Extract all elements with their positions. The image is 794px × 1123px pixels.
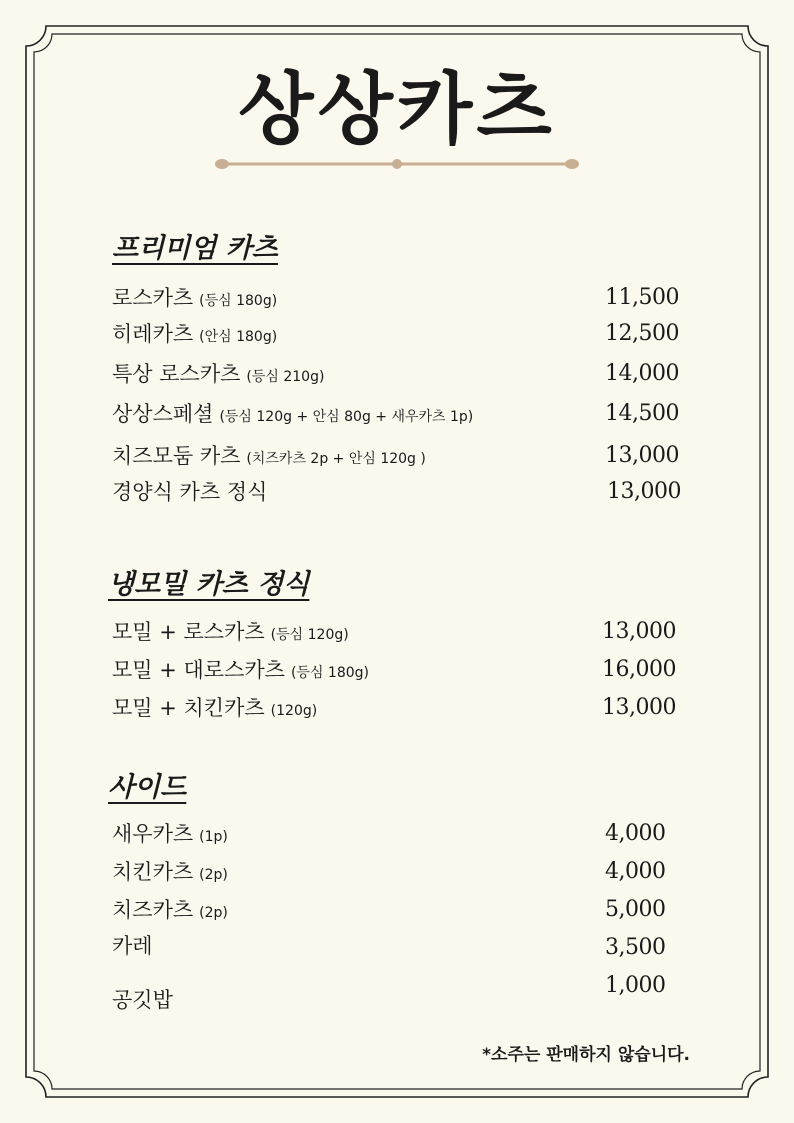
- menu-item-price: 4,000: [605, 821, 666, 846]
- menu-item-detail: (안심 180g): [199, 329, 278, 345]
- menu-item-name: 치즈카츠: [112, 898, 194, 922]
- section-title: 사이드: [108, 772, 187, 803]
- menu-item-label: [112, 358, 324, 393]
- menu-item: [112, 318, 692, 350]
- restaurant-title: 상상카츠: [238, 65, 556, 155]
- menu-item-detail: (2p): [199, 905, 228, 921]
- section-title: 프리미엄 카츠: [112, 233, 278, 264]
- menu-item-name: 모밀 + 대로스카츠: [112, 658, 285, 682]
- title-divider: [214, 156, 580, 172]
- menu-item-name: 카레: [112, 934, 153, 958]
- menu-item: [112, 654, 692, 686]
- menu-item-name: 치즈모둠 카츠: [112, 444, 241, 468]
- menu-item-label: [112, 616, 349, 651]
- menu-item-price: 4,000: [605, 859, 666, 884]
- menu-item: [112, 358, 692, 390]
- menu-item: [112, 616, 692, 648]
- menu-item: [112, 476, 692, 508]
- menu-item-label: [112, 282, 277, 317]
- menu-item: [112, 932, 692, 964]
- menu-item-price: 5,000: [605, 897, 666, 922]
- menu-item-detail: (1p): [199, 829, 228, 845]
- menu-item: [112, 282, 692, 314]
- menu-item-price: 13,000: [602, 619, 676, 644]
- menu-item-detail: (등심 120g + 안심 80g + 새우카츠 1p): [219, 409, 474, 425]
- menu-item: [112, 856, 692, 888]
- menu-item-price: 12,500: [605, 321, 679, 346]
- menu-item-price: 11,500: [605, 285, 679, 310]
- menu-item-detail: (등심 210g): [246, 369, 325, 385]
- menu-item-label: [112, 440, 426, 475]
- menu-item-label: [112, 476, 267, 508]
- menu-item: [112, 818, 692, 850]
- menu-item-price: 13,000: [602, 695, 676, 720]
- menu-item-name: 모밀 + 로스카츠: [112, 620, 265, 644]
- menu-item-label: [112, 654, 369, 689]
- menu-item-label: [112, 856, 228, 891]
- menu-item-detail: (치즈카츠 2p + 안심 120g ): [246, 451, 426, 467]
- menu-item-label: [112, 984, 173, 1016]
- menu-item: [112, 398, 692, 430]
- menu-item-label: [112, 930, 153, 962]
- menu-item-detail: (등심 120g): [270, 627, 349, 643]
- menu-item-label: [112, 692, 317, 727]
- menu-item-price: 13,000: [605, 443, 679, 468]
- menu-item: [112, 692, 692, 724]
- menu-item-detail: (등심 180g): [199, 293, 278, 309]
- menu-item-price: 16,000: [602, 657, 676, 682]
- menu-item-name: 경양식 카츠 정식: [112, 480, 268, 504]
- menu-item: [112, 440, 692, 472]
- menu-item-detail: (2p): [199, 867, 228, 883]
- menu-item-name: 새우카츠: [112, 822, 194, 846]
- menu-item-price: 3,500: [605, 935, 666, 960]
- section-title: 냉모밀 카츠 정식: [108, 569, 310, 600]
- menu-item-price: 14,000: [605, 361, 679, 386]
- menu-item-name: 치킨카츠: [112, 860, 194, 884]
- menu-item-label: [112, 398, 473, 433]
- menu-item-label: [112, 318, 277, 353]
- menu-item-name: 히레카츠: [112, 322, 194, 346]
- menu-item-price: 14,500: [605, 401, 679, 426]
- menu-item-name: 특상 로스카츠: [112, 362, 241, 386]
- menu-item-price: 1,000: [605, 973, 666, 998]
- menu-item-name: 공깃밥: [112, 988, 173, 1012]
- footnote: *소주는 판매하지 않습니다.: [482, 1045, 690, 1065]
- menu-item: [112, 970, 692, 1012]
- menu-item-detail: (등심 180g): [290, 665, 369, 681]
- menu-item-detail: (120g): [270, 703, 318, 719]
- menu-item-label: [112, 818, 228, 853]
- menu-item-price: 13,000: [607, 479, 681, 504]
- menu-item-name: 상상스페셜: [112, 402, 214, 426]
- menu-item-name: 로스카츠: [112, 286, 194, 310]
- menu-item-label: [112, 894, 228, 929]
- menu-item-name: 모밀 + 치킨카츠: [112, 696, 265, 720]
- menu-item: [112, 894, 692, 926]
